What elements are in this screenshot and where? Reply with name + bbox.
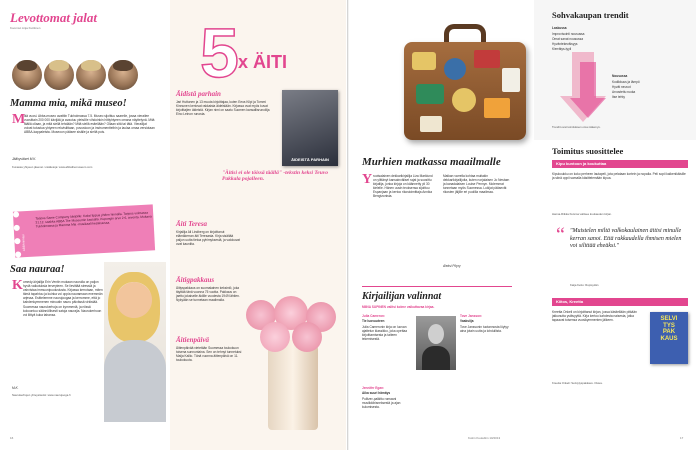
- author-face: [428, 324, 444, 344]
- woman-hair: [108, 272, 160, 342]
- mamma-mia-dropcap: M: [12, 112, 26, 127]
- suitcase-photo: [404, 24, 526, 140]
- section-title: Levottomat jalat: [10, 10, 98, 25]
- murhien-dropcap: Y: [362, 172, 373, 187]
- trends-up-item-1: Improvisointi nousussa: [552, 32, 585, 36]
- trends-up-item-3: Hyväntekeväisyys: [552, 42, 578, 46]
- tip1-body: Kipukoukku on koko perheen lautapeli, jota pelataan kortein ja nopalla. Peli sopii kaikenikäisille ja siinä oppii samalla käsittelemään kipua.: [552, 172, 686, 181]
- trends-down-label: Nousussa: [612, 74, 628, 78]
- right-page-number: 17: [680, 436, 684, 440]
- trends-down-item-1: Kodikkuus ja lämpö: [612, 80, 640, 84]
- suitcase-handle: [444, 24, 486, 44]
- book-cover-selviytyspakkaus: [650, 312, 688, 364]
- pick-3-title: Vaaksiija: [460, 319, 474, 323]
- saa-nauraa-dropcap: K: [12, 278, 23, 293]
- ticket-stamp: ABBAnimasi: [21, 234, 26, 252]
- mother-item-4-body: Äitienpäivää vietetään Suomessa toukokuun toisena sunnuntaina. Sen on tehnyt tunnetuksi Maija Kallio. Tänä vuonna äitienpäivä on 11. toukokuuta.: [176, 346, 242, 363]
- tip2-credit: Kreetta Onkeli: Selviytyspakkaus. Otava.: [552, 382, 603, 385]
- book-cover-aideista-parhain: [282, 90, 338, 166]
- mother-item-1-body: Jari Huttunen ja 13 muuta kirjoittajaa, kuten Eeva Kilpi ja Tommi Kinnunen kertovat rakkaista äideistään. Kirjassa ovat myös kuvat kirjoittajien äideistä. Kirjan nimi on saatu Suomen kansallisrunoilija Eino Leinon runosta.: [176, 100, 270, 117]
- murhien-body-left: ruotsalainen dekkarikirjailija Liza Marklund on ylittänyt kansainväliset rajat ja suosittu kirjailija, jonka kirjoja on käännetty yli 30 kielelle. Hänen uusin teoksensa sijoittuu Espanjaan ja kertoo rikostoimittaja Annika Bengtzonista.: [373, 174, 433, 199]
- author-portrait-photo: [416, 316, 456, 370]
- travel-sticker-6: [452, 88, 476, 112]
- saa-nauraa-headline: Saa nauraa!: [10, 264, 65, 275]
- trends-down-item-4: Itse tehty: [612, 95, 625, 99]
- mamma-mia-signature: Jäähyväiset M.K.: [12, 157, 37, 161]
- suosittelee-quote: "Muistelen miltä valkokaulainen äitisi minulle kerran sanoi. Että rakkaudella ihmisen mielen voi silittää eheäksi.": [570, 228, 682, 249]
- saa-nauraa-signature: M.K.: [12, 386, 19, 390]
- abba-member-4: [108, 60, 138, 90]
- trends-up-item-4: Kierrätys-tyyli: [552, 47, 572, 51]
- murhien-body-right: Matkan varrella kohtaa muitakin dekkarikirjailijoita, kuten norjalaisen Jo Nesbøn ja kanadalaisen Louise Pennyn. Molemmat tunnetaan myös Suomessa. Lukijat pääsevät rikosten jäljille eri puolilla maailmaa.: [443, 174, 510, 195]
- travel-sticker-7: [484, 98, 510, 118]
- trends-down-item-2: Hyvät neuvot: [612, 85, 631, 89]
- abba-member-1: [12, 60, 42, 90]
- pick-2: [362, 386, 412, 428]
- pick-3-body: Tove Janssonin tuotannosta löytyy aina jotain uutta ja lohdullista.: [460, 325, 509, 334]
- travel-sticker-8: [420, 116, 442, 132]
- mother-item-2-body: Kirjailija Ali Lindberg on kirjoittanut elämäkerran äiti Teresasta. Kirja sisältää paljon uutta tietoa pyhimyksestä, ja valokuvat ovat kauniita.: [176, 230, 240, 247]
- pick-1: [362, 314, 412, 384]
- rose-4: [260, 322, 290, 352]
- travel-sticker-5: [416, 84, 444, 104]
- section-author: Koonnut Anja Kuittinen: [10, 26, 41, 30]
- woman-top: [104, 340, 166, 422]
- trends-down-item-3: Arvostettu ruoka: [612, 90, 636, 94]
- mamma-mia-body: ikä vuosi. Abba-museo avattiin Tukholmassa 7.5. Museo sijoittuu saarelle, jossa vierailee vuosittain 200 000 kävijää ja avautuu yleisölle vihdoinkin hittiyhtyeen omana näyttelynä. Mitä täällä ollaan, ja mitä siellä tehdään? Mitä siellä esitellään? Ollaan sitä tai tätä. Vierailijat voivat tutustua yhtyeen rekvisiittaan, puvustoon ja instrumentteihin ja laulaa omaa versiotaan ABBA-kappaleista. Museoon pääsee sisälle ja sieltä pois.: [24, 114, 155, 135]
- trends-title: Sohvakaupan trendit: [552, 10, 629, 20]
- big-five: 5: [200, 14, 239, 92]
- saa-nauraa-body: omedy-kirjailija Erin Ventin mukaan naurulla on paljon hyviä vaikutuksia terveyteen. Se lievittää stressiä ja vahvistaa immuunipuolustusta. Kirjassa kerrotaan, miten tämä tapahtuu ja kuinka voi oppia nauramaan enemmän arjessa. Esittelemme naurujoogaa ja kerromme, että jo kahdenkymmenen minuutin nauru päivässä virkistää. Suomessa naurukerhoja on kymmeniä, ja niissä kokoontuu säännöllisesti satoja naurajia. Naurukerhoon voi liittyä kuka tahansa.: [23, 280, 103, 317]
- pick-3: [460, 314, 512, 384]
- murhien-signature: Aleksi Pöyry: [443, 264, 461, 268]
- trends-up-label: Laskussa: [552, 26, 567, 30]
- roses-bouquet-photo: [244, 300, 340, 430]
- trend-arrow-icon: [560, 52, 620, 124]
- mamma-mia-headline: Mamma mia, mikä museo!: [10, 98, 127, 109]
- author-body: [422, 346, 450, 370]
- travel-sticker-1: [412, 52, 436, 70]
- travel-sticker-3: [474, 50, 500, 68]
- abba-member-3: [76, 60, 106, 90]
- book-cover-title: ÄIDEISTÄ PARHAIN: [291, 157, 329, 162]
- pick-3-name: Tove Jansson:: [460, 314, 483, 318]
- ticket-text: Tarjous Same Company lukijoille: Kaksi lippua yhden hinnalla. Tarjous voimassa 31.12. saakka ABBA The Museumin kassalla. Kupongin arvo 2 €, arvonta. Mukana Tukholmassa ja Mamma Mia -musikaali kesäkuussa.: [35, 210, 152, 229]
- mother-item-4-title: Äitienpäivä: [176, 336, 210, 344]
- trends-up-item-2: Omat sanat nousussa: [552, 37, 584, 41]
- suosittelee-title: Toimitus suosittelee: [552, 146, 624, 156]
- mamma-mia-caption: Kuvassa yhtyeen jäsenet. Lisätietoja: www.abbathemuseum.com: [12, 166, 93, 169]
- murhien-headline: Murhien matkassa maailmalle: [362, 156, 501, 168]
- pick-1-name: Julia Cameron:: [362, 314, 386, 318]
- laughing-woman-photo: [104, 262, 166, 422]
- pick-2-title: Aika suuri hämäys: [362, 391, 391, 395]
- vase: [268, 340, 318, 430]
- tip1-credit: Hanna-Riikka Kuisma valitsee kuukauden kirjan.: [552, 213, 612, 216]
- abba-member-2: [44, 60, 74, 90]
- tip2-title: Kiitos, Kreetta: [552, 298, 688, 306]
- pick-2-body: Pulitzer-palkittu romaani musiikkibisneksestä ja ajan kulumisesta.: [362, 397, 401, 410]
- kirjailijan-intro: MIINA SUPINEN valitsi kolme vaikuttavaa kirjaa.: [362, 305, 435, 309]
- saa-nauraa-caption: Naurukerhojen yhteystiedot: www.naurujooga.fi: [12, 394, 71, 397]
- pick-1-title: Tie luovuuteen: [362, 319, 385, 323]
- tip2-body: Kreetta Onkeli on kirjoittanut kirjan, jossa käsitellään pitkään jatkunutta ystävyyttä. Kirja kertoo kahdesta naisesta, jotka tapaavat toisensa vuosikymmenten jälkeen.: [552, 310, 637, 323]
- pick-1-body: Julia Cameronin kirja on luovan ajattelun klassikko, joka opettaa kirjoittamisesta ja taiteen tekemisestä.: [362, 325, 408, 342]
- left-page-number: 16: [10, 436, 14, 440]
- pick-2-name: Jennifer Egan:: [362, 386, 385, 390]
- tip1-title: Kipu kuntoon ja koukuttaa: [552, 160, 688, 168]
- kirjailijan-headline: Kirjailijan valinnat: [362, 291, 442, 302]
- ticket-coupon: [13, 204, 155, 257]
- rose-5: [292, 322, 322, 352]
- page-fold: [347, 0, 349, 450]
- mother-item-3-title: Äitigpakkaus: [176, 276, 215, 284]
- quote-credit: Katja Kettu: Rupisydän: [570, 284, 599, 287]
- mother-item-2-title: Äiti Teresa: [176, 220, 208, 228]
- mother-item-3-body: Äitiyspakkaus on suomalainen keksintö, joka täyttää tänä vuonna 75 vuotta. Pakkaus on jaettu jokaiselle äidille vuodesta 1949 lähtien. Nykyään se tunnetaan maailmalla.: [176, 286, 240, 303]
- quote-mark-icon: “: [556, 224, 565, 246]
- travel-sticker-4: [502, 68, 520, 92]
- footer-magazine: Kotiin Kuuleltiin 10/2013: [468, 436, 501, 440]
- book-cover-selviytyspakkaus-title: SELVI TYS PAK KAUS: [660, 316, 678, 342]
- mothers-quote: "Äitisi ei ole töissä täällä" -tekstin keksi Teuvo Pakkala pojalleen.: [222, 170, 328, 182]
- travel-sticker-2: [444, 58, 466, 80]
- kirjailijan-divider: [362, 286, 512, 287]
- mother-item-1-title: Äidistä parhain: [176, 90, 221, 98]
- five-mothers-label: x ÄITI: [238, 52, 288, 72]
- trends-caption: Trendit ovat toimituksen oma näkemys.: [552, 126, 601, 129]
